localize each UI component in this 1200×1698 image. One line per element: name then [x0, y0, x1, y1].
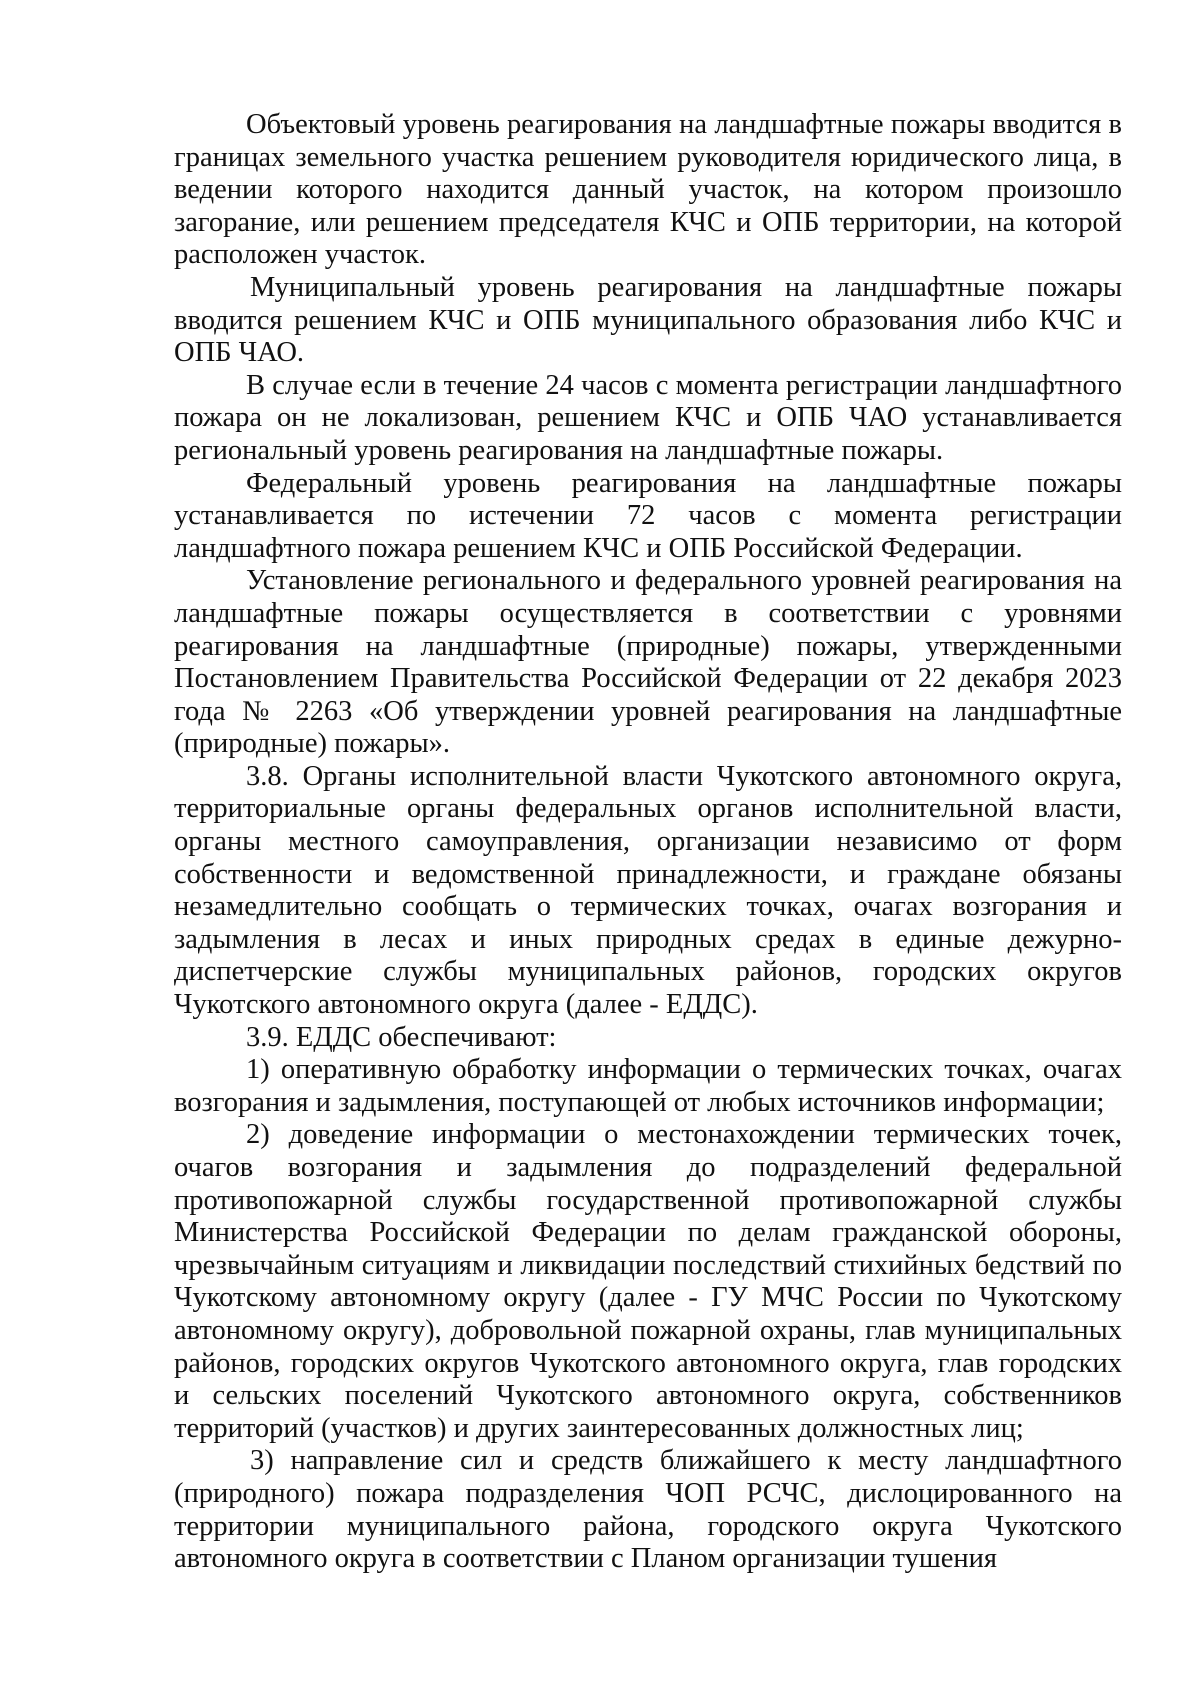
list-item-3: 3) направление сил и средств ближайшего к месту ландшафтного (природного) пожара подразделения ЧОП РСЧС, дислоцированного на территории муниципального района, городского округа Чукотского автономного округа в соответствии с Планом организации тушения — [174, 1445, 1122, 1575]
list-item-1: 1) оперативную обработку информации о термических точках, очагах возгорания и задымления, поступающей от любых источников информации; — [174, 1054, 1122, 1118]
document-body — [174, 109, 1122, 1576]
paragraph-3-8: 3.8. Органы исполнительной власти Чукотского автономного округа, территориальные органы федеральных органов исполнительной власти, органы местного самоуправления, организации независимо от форм собственности и ведомственной принадлежности, и граждане обязаны незамедлительно сообщать о термических точках, очагах возгорания и задымления в лесах и иных природных средах в единые дежурно-диспетчерские службы муниципальных районов, городских округов Чукотского автономного округа (далее - ЕДДС). — [174, 760, 1122, 1021]
paragraph-federal-level: Федеральный уровень реагирования на ландшафтные пожары устанавливается по истечении 72 часов с момента регистрации ландшафтного пожара решением КЧС и ОПБ Российской Федерации. — [174, 467, 1122, 564]
paragraph-municipal-level: Муниципальный уровень реагирования на ландшафтные пожары вводится решением КЧС и ОПБ муниципального образования либо КЧС и ОПБ ЧАО. — [174, 271, 1122, 369]
paragraph-levels-establishment: Установление регионального и федерального уровней реагирования на ландшафтные пожары осуществляется в соответствии с уровнями реагирования на ландшафтные (природные) пожары, утвержденными Постановлением Правительства Российской Федерации от 22 декабря 2023 года № 2263 «Об утверждении уровней реагирования на ландшафтные (природные) пожары». — [174, 565, 1122, 760]
paragraph-object-level: Объектовый уровень реагирования на ландшафтные пожары вводится в границах земельного участка решением руководителя юридического лица, в ведении которого находится данный участок, на котором произошло загорание, или решением председателя КЧС и ОПБ территории, на которой расположен участок. — [174, 109, 1122, 271]
paragraph-regional-level: В случае если в течение 24 часов с момента регистрации ландшафтного пожара он не локализован, решением КЧС и ОПБ ЧАО устанавливается региональный уровень реагирования на ландшафтные пожары. — [174, 369, 1122, 466]
list-item-2: 2) доведение информации о местонахождении термических точек, очагов возгорания и задымления до подразделений федеральной противопожарной службы государственной противопожарной службы Министерства Российской Федерации по делам гражданской обороны, чрезвычайным ситуациям и ликвидации последствий стихийных бедствий по Чукотскому автономному округу (далее - ГУ МЧС России по Чукотскому автономному округу), добровольной пожарной охраны, глав муниципальных районов, городских округов Чукотского автономного округа, глав городских и сельских поселений Чукотского автономного округа, собственников территорий (участков) и других заинтересованных должностных лиц; — [174, 1119, 1122, 1444]
paragraph-3-9: 3.9. ЕДДС обеспечивают: — [246, 1021, 557, 1053]
